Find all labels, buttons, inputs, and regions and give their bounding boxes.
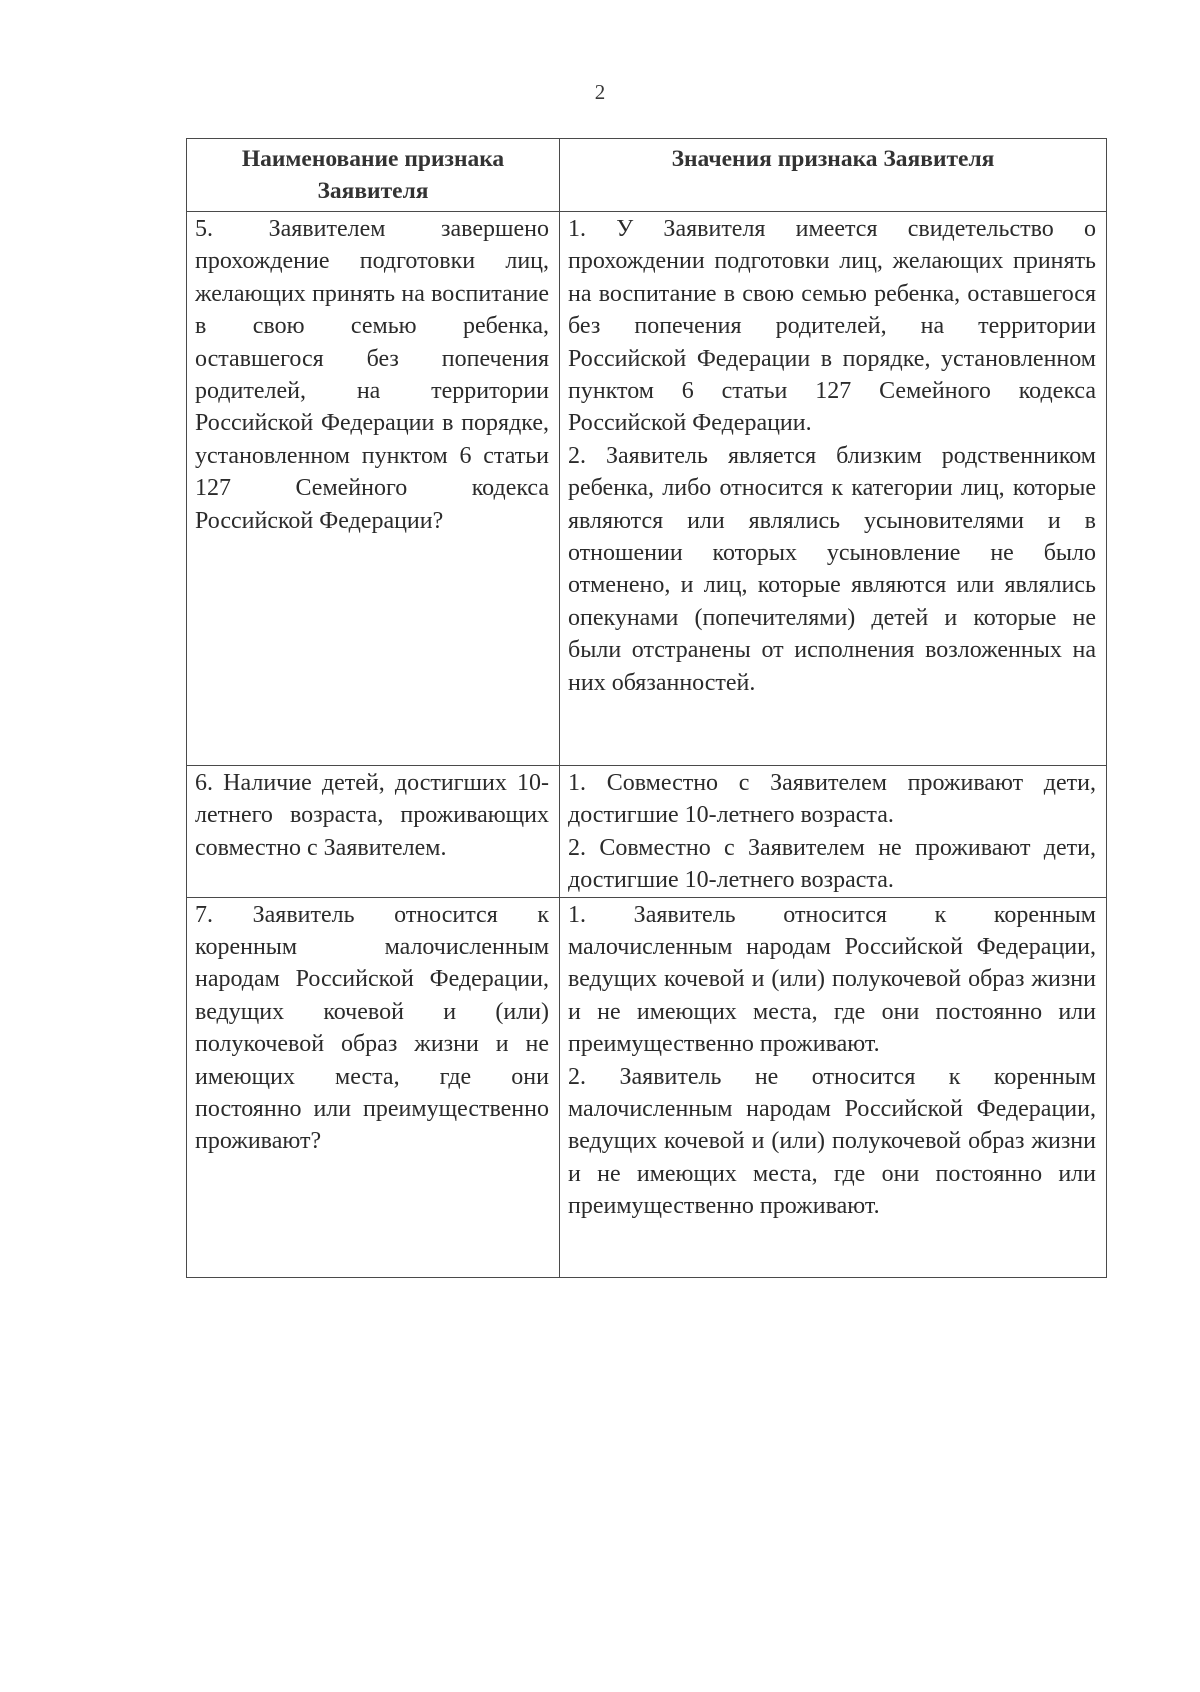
table-header-row (187, 139, 1107, 212)
table-row (187, 766, 1107, 898)
criterion-value: 1. Совместно с Заявителем проживают дети, достигшие 10-летнего возраста. (568, 770, 1096, 829)
table-row (187, 212, 1107, 766)
criterion-values-cell (560, 212, 1107, 766)
criterion-value: 2. Заявитель не относится к коренным малочисленным народам Российской Федерации, ведущих кочевой и (или) полукочевой образ жизни и не имеющих места, где они постоянно или преимущественно проживают. (568, 1063, 1096, 1220)
criterion-name-cell: 7. Заявитель относится к коренным малочисленным народам Российской Федерации, ведущих кочевой и (или) полукочевой образ жизни и не имеющих места, где они постоянно или преимущественно проживают? (187, 897, 560, 1277)
criterion-name-cell: 5. Заявителем завершено прохождение подготовки лиц, желающих принять на воспитание в свою семью ребенка, оставшегося без попечения родителей, на территории Российской Федерации в порядке, установленном пунктом 6 статьи 127 Семейного кодекса Российской Федерации? (187, 212, 560, 766)
header-criterion-values: Значения признака Заявителя (560, 139, 1107, 212)
criterion-values-cell (560, 766, 1107, 898)
criterion-value: 2. Совместно с Заявителем не проживают дети, достигшие 10-летнего возраста. (568, 834, 1096, 894)
header-criterion-name: Наименование признака Заявителя (187, 139, 560, 212)
criterion-name-cell: 6. Наличие детей, достигших 10-летнего возраста, проживающих совместно с Заявителем. (187, 766, 560, 898)
criteria-table (186, 138, 1107, 1278)
page-number: 2 (594, 80, 606, 104)
criterion-value: 1. У Заявителя имеется свидетельство о прохождении подготовки лиц, желающих принять на воспитание в свою семью ребенка, оставшегося без попечения родителей, на территории Российской Федерации в порядке, установленном пунктом 6 статьи 127 Семейного кодекса Российской Федерации. (568, 216, 1096, 437)
criterion-value: 1. Заявитель относится к коренным малочисленным народам Российской Федерации, ведущих кочевой и (или) полукочевой образ жизни и не имеющих места, где они постоянно или преимущественно проживают. (568, 901, 1096, 1058)
table-row (187, 897, 1107, 1277)
criterion-values-cell (560, 897, 1107, 1277)
criterion-value: 2. Заявитель является близким родственником ребенка, либо относится к категории лиц, которые являются или являлись усыновителями и в отношении которых усыновление не было отменено, и лиц, которые являются или являлись опекунами (попечителями) детей и которые не были отстранены от исполнения возложенных на них обязанностей. (568, 442, 1096, 696)
